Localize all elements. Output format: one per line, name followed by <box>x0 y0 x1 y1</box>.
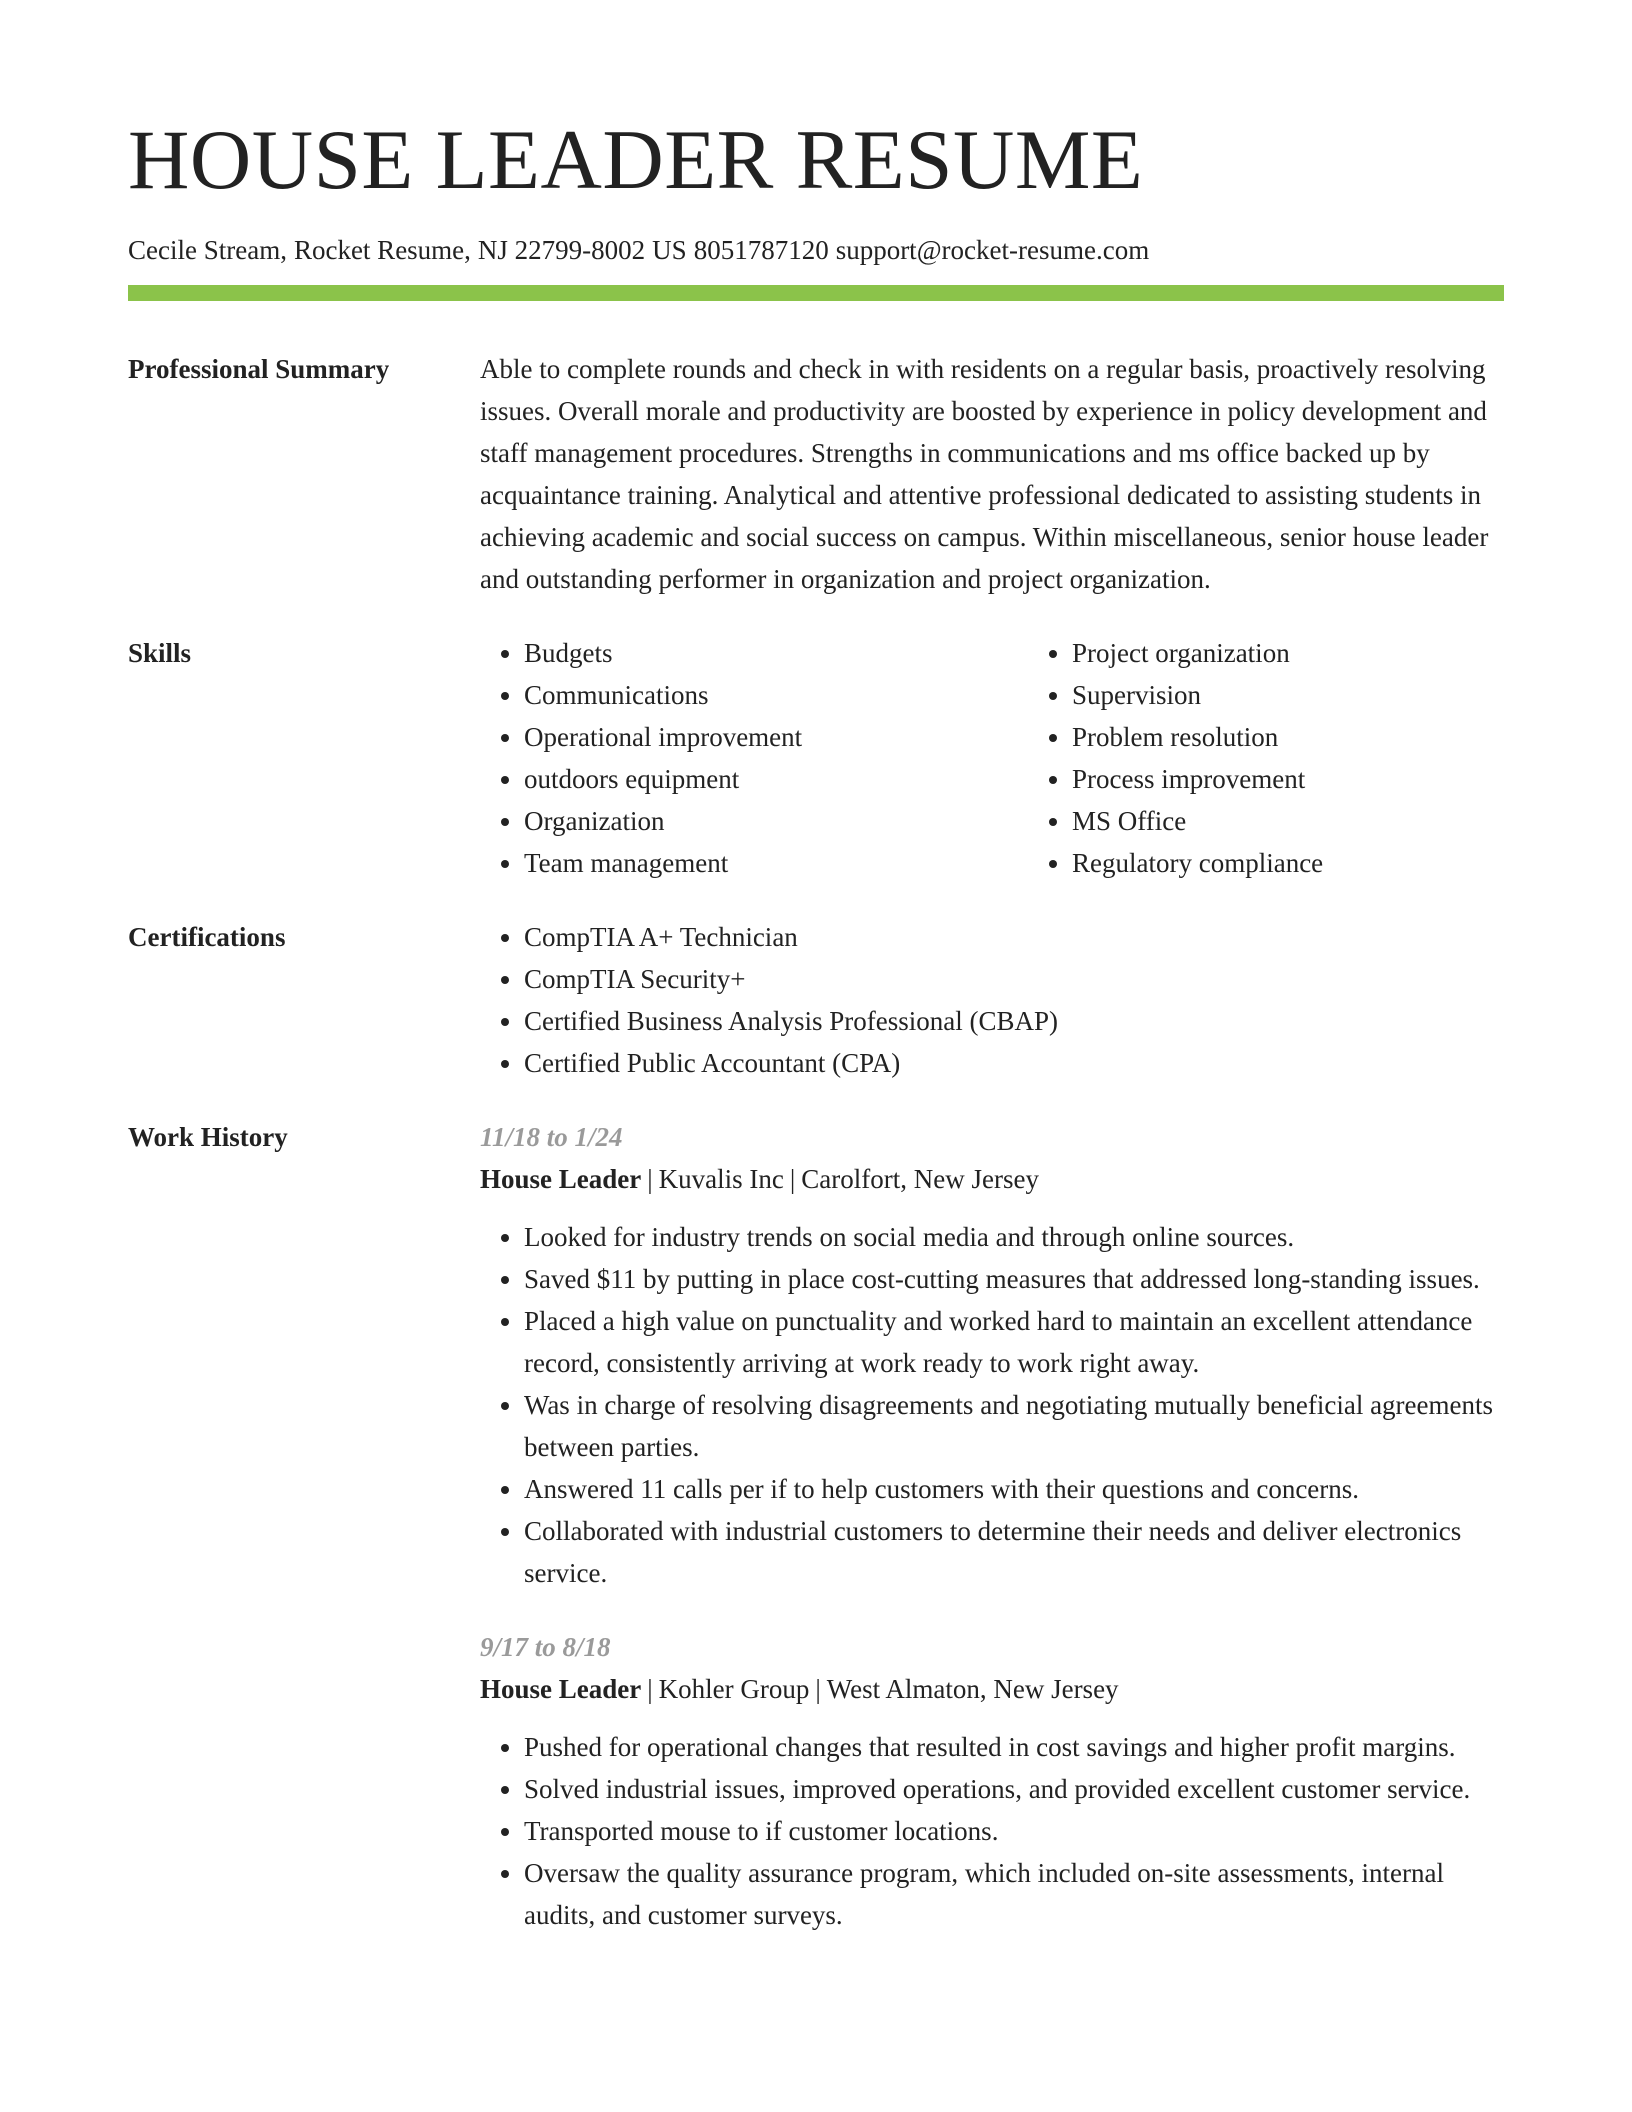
skills-list-left <box>480 632 1028 884</box>
contact-line <box>128 232 1149 268</box>
contact-state-zip: NJ 22799-8002 <box>477 235 646 265</box>
skills-list-right <box>1028 632 1576 884</box>
certification-item: • Certified Business Analysis Professional (CBAP) <box>524 1000 1504 1042</box>
skill-item: • Supervision <box>1072 674 1576 716</box>
skill-item: • Process improvement <box>1072 758 1576 800</box>
separator: | <box>647 1674 653 1704</box>
contact-email: support@rocket-resume.com <box>835 235 1150 265</box>
summary-body <box>480 348 1504 600</box>
contact-country: US <box>652 235 687 265</box>
job-title: House Leader <box>480 1164 642 1194</box>
skill-item: • Problem resolution <box>1072 716 1576 758</box>
separator: | <box>815 1674 821 1704</box>
separator: | <box>647 1164 653 1194</box>
skill-item: • Operational improvement <box>524 716 1028 758</box>
work-history-label: Work History <box>128 1122 288 1152</box>
job-bullet: • Was in charge of resolving disagreements and negotiating mutually beneficial agreements between parties. <box>524 1384 1504 1468</box>
job-bullet: • Solved industrial issues, improved operations, and provided excellent customer service. <box>524 1768 1504 1810</box>
job-bullet: • Answered 11 calls per if to help customers with their questions and concerns. <box>524 1468 1504 1510</box>
job-location: West Almaton, New Jersey <box>826 1674 1119 1704</box>
job-bullet: • Oversaw the quality assurance program, which included on-site assessments, internal audits, and customer surveys. <box>524 1852 1504 1936</box>
separator: | <box>789 1164 796 1194</box>
job-entry <box>480 1116 1504 1594</box>
job-bullets <box>480 1216 1504 1594</box>
job-company: Kuvalis Inc <box>658 1164 784 1194</box>
skill-item: • Team management <box>524 842 1028 884</box>
header-divider <box>128 285 1504 301</box>
skills-section <box>128 632 1504 884</box>
job-bullets <box>480 1726 1504 1936</box>
contact-phone: 8051787120 <box>693 235 829 265</box>
skills-label: Skills <box>128 638 192 668</box>
contact-city: Rocket Resume, <box>293 235 471 265</box>
work-history-section <box>128 1116 1504 1936</box>
certification-item: • CompTIA A+ Technician <box>524 916 1504 958</box>
job-company: Kohler Group <box>658 1674 810 1704</box>
job-entry <box>480 1626 1504 1936</box>
summary-label: Professional Summary <box>128 354 390 384</box>
certifications-list <box>480 916 1504 1084</box>
skill-item: • Project organization <box>1072 632 1576 674</box>
job-title-line <box>480 1158 1504 1200</box>
job-bullet: • Looked for industry trends on social media and through online sources. <box>524 1216 1504 1258</box>
job-bullet: • Saved $11 by putting in place cost-cutting measures that addressed long-standing issues. <box>524 1258 1504 1300</box>
skill-item: • Regulatory compliance <box>1072 842 1576 884</box>
work-history-body <box>480 1116 1504 1936</box>
job-bullet: • Collaborated with industrial customers to determine their needs and deliver electronics service. <box>524 1510 1504 1594</box>
resume-content <box>128 348 1504 1968</box>
certification-item: • CompTIA Security+ <box>524 958 1504 1000</box>
job-dates: 11/18 to 1/24 <box>480 1122 623 1152</box>
skill-item: • Organization <box>524 800 1028 842</box>
skill-item: • Budgets <box>524 632 1028 674</box>
job-title-line <box>480 1668 1504 1710</box>
job-title: House Leader <box>480 1674 642 1704</box>
skill-item: • MS Office <box>1072 800 1576 842</box>
certification-item: • Certified Public Accountant (CPA) <box>524 1042 1504 1084</box>
summary-section <box>128 348 1504 600</box>
skills-body <box>480 632 1576 884</box>
contact-name: Cecile Stream, <box>128 235 287 265</box>
certifications-section <box>128 916 1504 1084</box>
certifications-body <box>480 916 1504 1084</box>
resume-title: HOUSE LEADER RESUME <box>128 113 1144 207</box>
job-bullet: • Pushed for operational changes that resulted in cost savings and higher profit margins. <box>524 1726 1504 1768</box>
job-location: Carolfort, New Jersey <box>801 1164 1039 1194</box>
skill-item: • Communications <box>524 674 1028 716</box>
job-bullet: • Transported mouse to if customer locations. <box>524 1810 1504 1852</box>
summary-text: Able to complete rounds and check in with residents on a regular basis, proactively resolving issues. Overall morale and productivity are boosted by experience in policy development and staff management procedures. Strengths in communications and ms office backed up by acquaintance training. Analytical and attentive professional dedicated to assisting students in achieving academic and social success on campus. Within miscellaneous, senior house leader and outstanding performer in organization and project organization. <box>480 354 1489 594</box>
job-bullet: • Placed a high value on punctuality and worked hard to maintain an excellent attendance record, consistently arriving at work ready to work right away. <box>524 1300 1504 1384</box>
skill-item: • outdoors equipment <box>524 758 1028 800</box>
certifications-label: Certifications <box>128 922 286 952</box>
job-dates: 9/17 to 8/18 <box>480 1632 611 1662</box>
